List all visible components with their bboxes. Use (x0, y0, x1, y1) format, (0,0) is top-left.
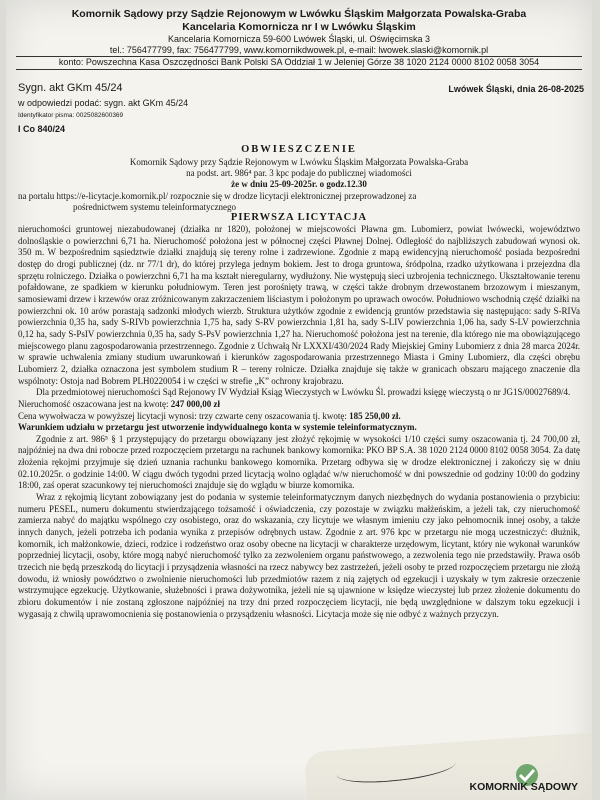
valuation-label: Nieruchomość oszacowana jest na kwotę: (18, 398, 171, 409)
valuation-amount: 247 000,00 zł (170, 398, 220, 409)
portal-line-2: pośrednictwem systemu teleinformatycznego (73, 202, 236, 212)
deposit-paragraph: Zgodnie z art. 986⁵ § 1 przystępujący do przetargu obowiązany jest złożyć rękojmię w wysokości 1/10 części sumy oszacowania tj. 24 700,00 zł, najpóźniej na dwa dni robocze przed rozpoczęciem przetargu na rachunek bankowy komornika: PKO BP S.A. 38 1020 2124 0000 8102 0058 3054. Za datę złożenia rękojmi przyjmuje się dzień uznania rachunku bankowego komornika. Przetarg odbywa się w drodze elektronicznej i zakończy się w dniu 02.10.2025r. o godzinie 14:00. W ciągu dwóch tygodni przed licytacją wolno oglądać w/w nieruchomość w dni powszednie od godziny 10:00 do godziny 18:00, zaś operat szacunkowy tej nieruchomości znajduje się do wglądu w biurze komornika. (18, 433, 580, 491)
announcer-line: Komornik Sądowy przy Sądzie Rejonowym w Lwówku Śląskim Małgorzata Powalska-Graba (129, 157, 469, 167)
legal-basis-line: na podst. art. 986⁴ par. 3 kpc podaje do publicznej wiadomości (186, 168, 412, 178)
document-title: OBWIESZCZENIE (241, 144, 357, 155)
portal-notice (18, 191, 578, 213)
land-register-paragraph: Dla przedmiotowej nieruchomości Sąd Rejonowy IV Wydział Ksiąg Wieczystych w Lwówku Śl. prowadzi księgę wieczystą o nr JG1S/00027689/4. (36, 387, 571, 398)
case-number: Sygn. akt GKm 45/24 (18, 82, 123, 94)
footer-signature-title: KOMORNIK SĄDOWY (469, 781, 578, 793)
portal-line-1: na portalu https://e-licytacje.komornik.pl/ rozpocznie się w drodze licytacji elektronicznej przeprowadzonej za (18, 191, 417, 201)
auction-date-line: że w dniu 25-09-2025r. o godz.12.30 (231, 179, 367, 189)
starting-price-label: Cena wywołwacza w powyższej licytacji wynosi: trzy czwarte ceny oszacowania tj. kwotę: (18, 410, 350, 421)
bidder-obligations-paragraph: Wraz z rękojmią licytant zobowiązany jest do podania w systemie teleinformatycznym danych niezbędnych do wydania postanowienia o przybiciu: numeru PESEL, numeru dokumentu stwierdzającego tożsamość i oświadczenia, czy pozostaje w związku małżeńskim, a jeżeli tak, czy nieruchomość zamierza nabyć do majątku wspólnego czy osobistego, oraz do wskazania, czy licytuje we własnym imieniu czy jako pełnomocnik innej osoby, a także innych danych, jeżeli potrzeba ich podania wynika z przepisów odrębnych ustaw. Zgodnie z art. 976 kpc w przetargu nie mogą uczestniczyć: dłużnik, komornik, ich małżonkowie, dzieci, rodzice i rodzeństwo oraz osoby obecne na licytacji w charakterze urzędowym, licytant, który nie wykonał warunków poprzedniej licytacji, osoby, które mogą nabyć nieruchomość tylko za zezwoleniem organu państwowego, a zezwolenia tego nie przedstawiły. Prawa osób trzecich nie będą przeszkodą do licytacji i przysądzenia własności na rzecz nabywcy bez zastrzeżeń, jeżeli osoby te przed rozpoczęciem przetargu nie złożą dowodu, iż wniosły powództwo o zwolnienie nieruchomości lub przedmiotów razem z nią zajętych od egzekucji i uzyskały w tym zakresie orzeczenie wstrzymujące egzekucję. Użytkowanie, służebności i prawa dożywotnika, jeżeli nie są ujawnione w księdze wieczystej lub przez złożenie dokumentu do zbioru dokumentów i nie zostaną zgłoszone najpóźniej na trzy dni przed rozpoczęciem licytacji, nie będą uwzględnione w dalszym toku egzekucji i wygasają z chwilą uprawomocnienia się postanowienia o przysądzeniu własności. Licytacja może się nie odbyć z ważnych przyczyn. (18, 492, 580, 619)
header-line-2: Kancelaria Komornicza nr I w Lwówku Śląskim (182, 21, 416, 33)
starting-price-amount: 185 250,00 zł. (349, 410, 401, 421)
reply-reference: w odpowiedzi podać: sygn. akt GKm 45/24 (18, 98, 189, 108)
document-identifier: Identyfikator pisma: 0025082600369 (18, 112, 124, 119)
document-date: Lwówek Śląski, dnia 26-08-2025 (448, 84, 584, 94)
header-divider-bottom (16, 69, 582, 70)
court-case-number: I Co 840/24 (18, 124, 66, 134)
property-description: nieruchomości gruntowej niezabudowanej (działka nr 1820), położonej w miejscowości Pławna gm. Lubomierz, powiat lwówecki, województwo dolnośląskie o powierzchni 6,71 ha. Nieruchomość położona jest w północnej części Pławnej Dolnej. Odległość do najbliższych zabudowań wynosi ok. 350 m. W bezpośrednim sąsiedztwie działki znajdują się tereny rolne i zadrzewione. Zgodnie z mapą ewidencyjną nieruchomość posiada bezpośredni dostęp do drogi publicznej (dz. nr 77/1 dr), do której przylega jednym bokiem. Jest to droga gruntowa, śródpolna, rzadko użytkowana i przejezdna dla sprzętu rolniczego. Działka o powierzchni 6,71 ha ma kształt nieregularny, wydłużony. Nie występują sieci uzbrojenia technicznego. Ukształtowanie terenu pofałdowane, ze spadkiem w kierunku południowym. Teren jest porośnięty trawą, w części także drobnym drzewostanem brzozowym i mieszanym, samosiewami drzew i krzewów oraz zróżnicowanym zakrzaczeniem liściastym i położonym po uprawach owoców. Południowo wschodnią część działki na powierzchni ok. 10 arów porastają sadzonki młodych wierzb. Struktura użytków zgodnie z ewidencją gruntów przedstawia się następująco: sady S-RIVa powierzchnia 0,35 ha, sady S-RIVb powierzchnia 1,75 ha, sady S-RV powierzchnia 1,81 ha, sady S-LIV powierzchnia 1,06 ha, sady S-LV powierzchnia 0,12 ha, sady S-PsIV powierzchnia 0,35 ha, sady S-PsV powierzchnia 1,27 ha. Nieruchomość położona jest na terenie, dla którego nie ma obowiązującego miejscowego planu zagospodarowania przestrzennego. Zgodnie z Uchwałą Nr LXXXI/430/2024 Rady Miejskiej Gminy Lubomierz z dnia 28 marca 2024r. w sprawie uchwalenia zmiany studium uwarunkowań i kierunków zagospodarowania przestrzennego Miasta i Gminy Lubomierz, dla części obrębu Lubomierz 2, działka oznaczona jest symbolem studium R – tereny rolnicze. Działka znajduje się także w granicach obszaru mającego znaczenie dla wspólnoty: Ostoja nad Bobrem PLH0220054 i w części w strefie „K” ochrony krajobrazu. (18, 224, 580, 386)
header-line-1: Komornik Sądowy przy Sądzie Rejonowym w Lwówku Śląskim Małgorzata Powalska-Graba (71, 8, 527, 20)
valuation-line (18, 399, 580, 411)
starting-price-line (18, 411, 580, 423)
auction-heading: PIERWSZA LICYTACJA (230, 212, 368, 223)
header-divider-top (16, 56, 582, 57)
notice-body (18, 224, 580, 620)
header-line-4: tel.: 756477799, fax: 756477799, www.komornikdwowek.pl, e-mail: lwowek.slaski@komornik.pl (109, 45, 489, 55)
header-line-3: Kancelaria Komornicza 59-600 Lwówek Śląski, ul. Oświęcimska 3 (167, 34, 431, 44)
participation-condition: Warunkiem udziału w przetargu jest utworzenie indywidualnego konta w systemie teleinformatycznym. (18, 422, 417, 433)
document-page (6, 0, 592, 800)
header-line-5: konto: Powszechna Kasa Oszczędności Bank Polski SA Oddział 1 w Jeleniej Górze 38 1020 2124 0000 8102 0058 3054 (58, 57, 540, 67)
